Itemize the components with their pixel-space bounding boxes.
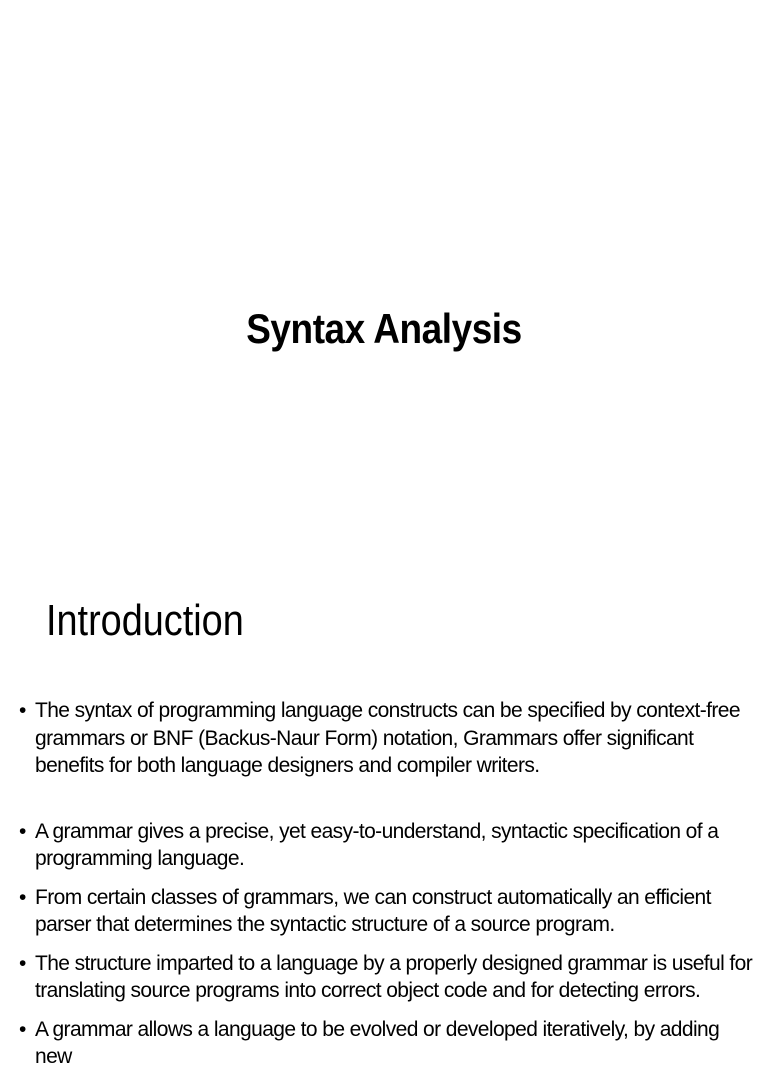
bullet-marker: • <box>19 819 27 843</box>
bullet-text: The syntax of programming language constructs can be specified by context-free grammars or BNF (Backus-Naur Form) notation, Grammars offer significant benefits for both language designers and compiler writers. <box>35 699 740 777</box>
bullet-text: From certain classes of grammars, we can construct automatically an efficient parser that determines the syntactic structure of a source program. <box>35 885 711 936</box>
bullet-marker: • <box>19 951 27 975</box>
bullet-text: A grammar allows a language to be evolved or developed iteratively, by adding new <box>35 1017 720 1068</box>
section-heading: Introduction <box>46 596 244 645</box>
bullet-marker: • <box>19 885 27 909</box>
bullet-text: The structure imparted to a language by a properly designed grammar is useful for translating source programs into correct object code and for detecting errors. <box>35 951 753 1002</box>
bullet-item-4 <box>17 950 757 1005</box>
bullet-list <box>17 697 757 1071</box>
bullet-item-3 <box>17 884 757 939</box>
slide-title: Syntax Analysis <box>246 305 522 352</box>
bullet-marker: • <box>19 1017 27 1041</box>
bullet-item-2 <box>17 818 757 873</box>
bullet-item-1 <box>17 697 757 780</box>
bullet-text: A grammar gives a precise, yet easy-to-understand, syntactic specification of a programming language. <box>35 819 719 870</box>
bullet-marker: • <box>19 699 27 722</box>
